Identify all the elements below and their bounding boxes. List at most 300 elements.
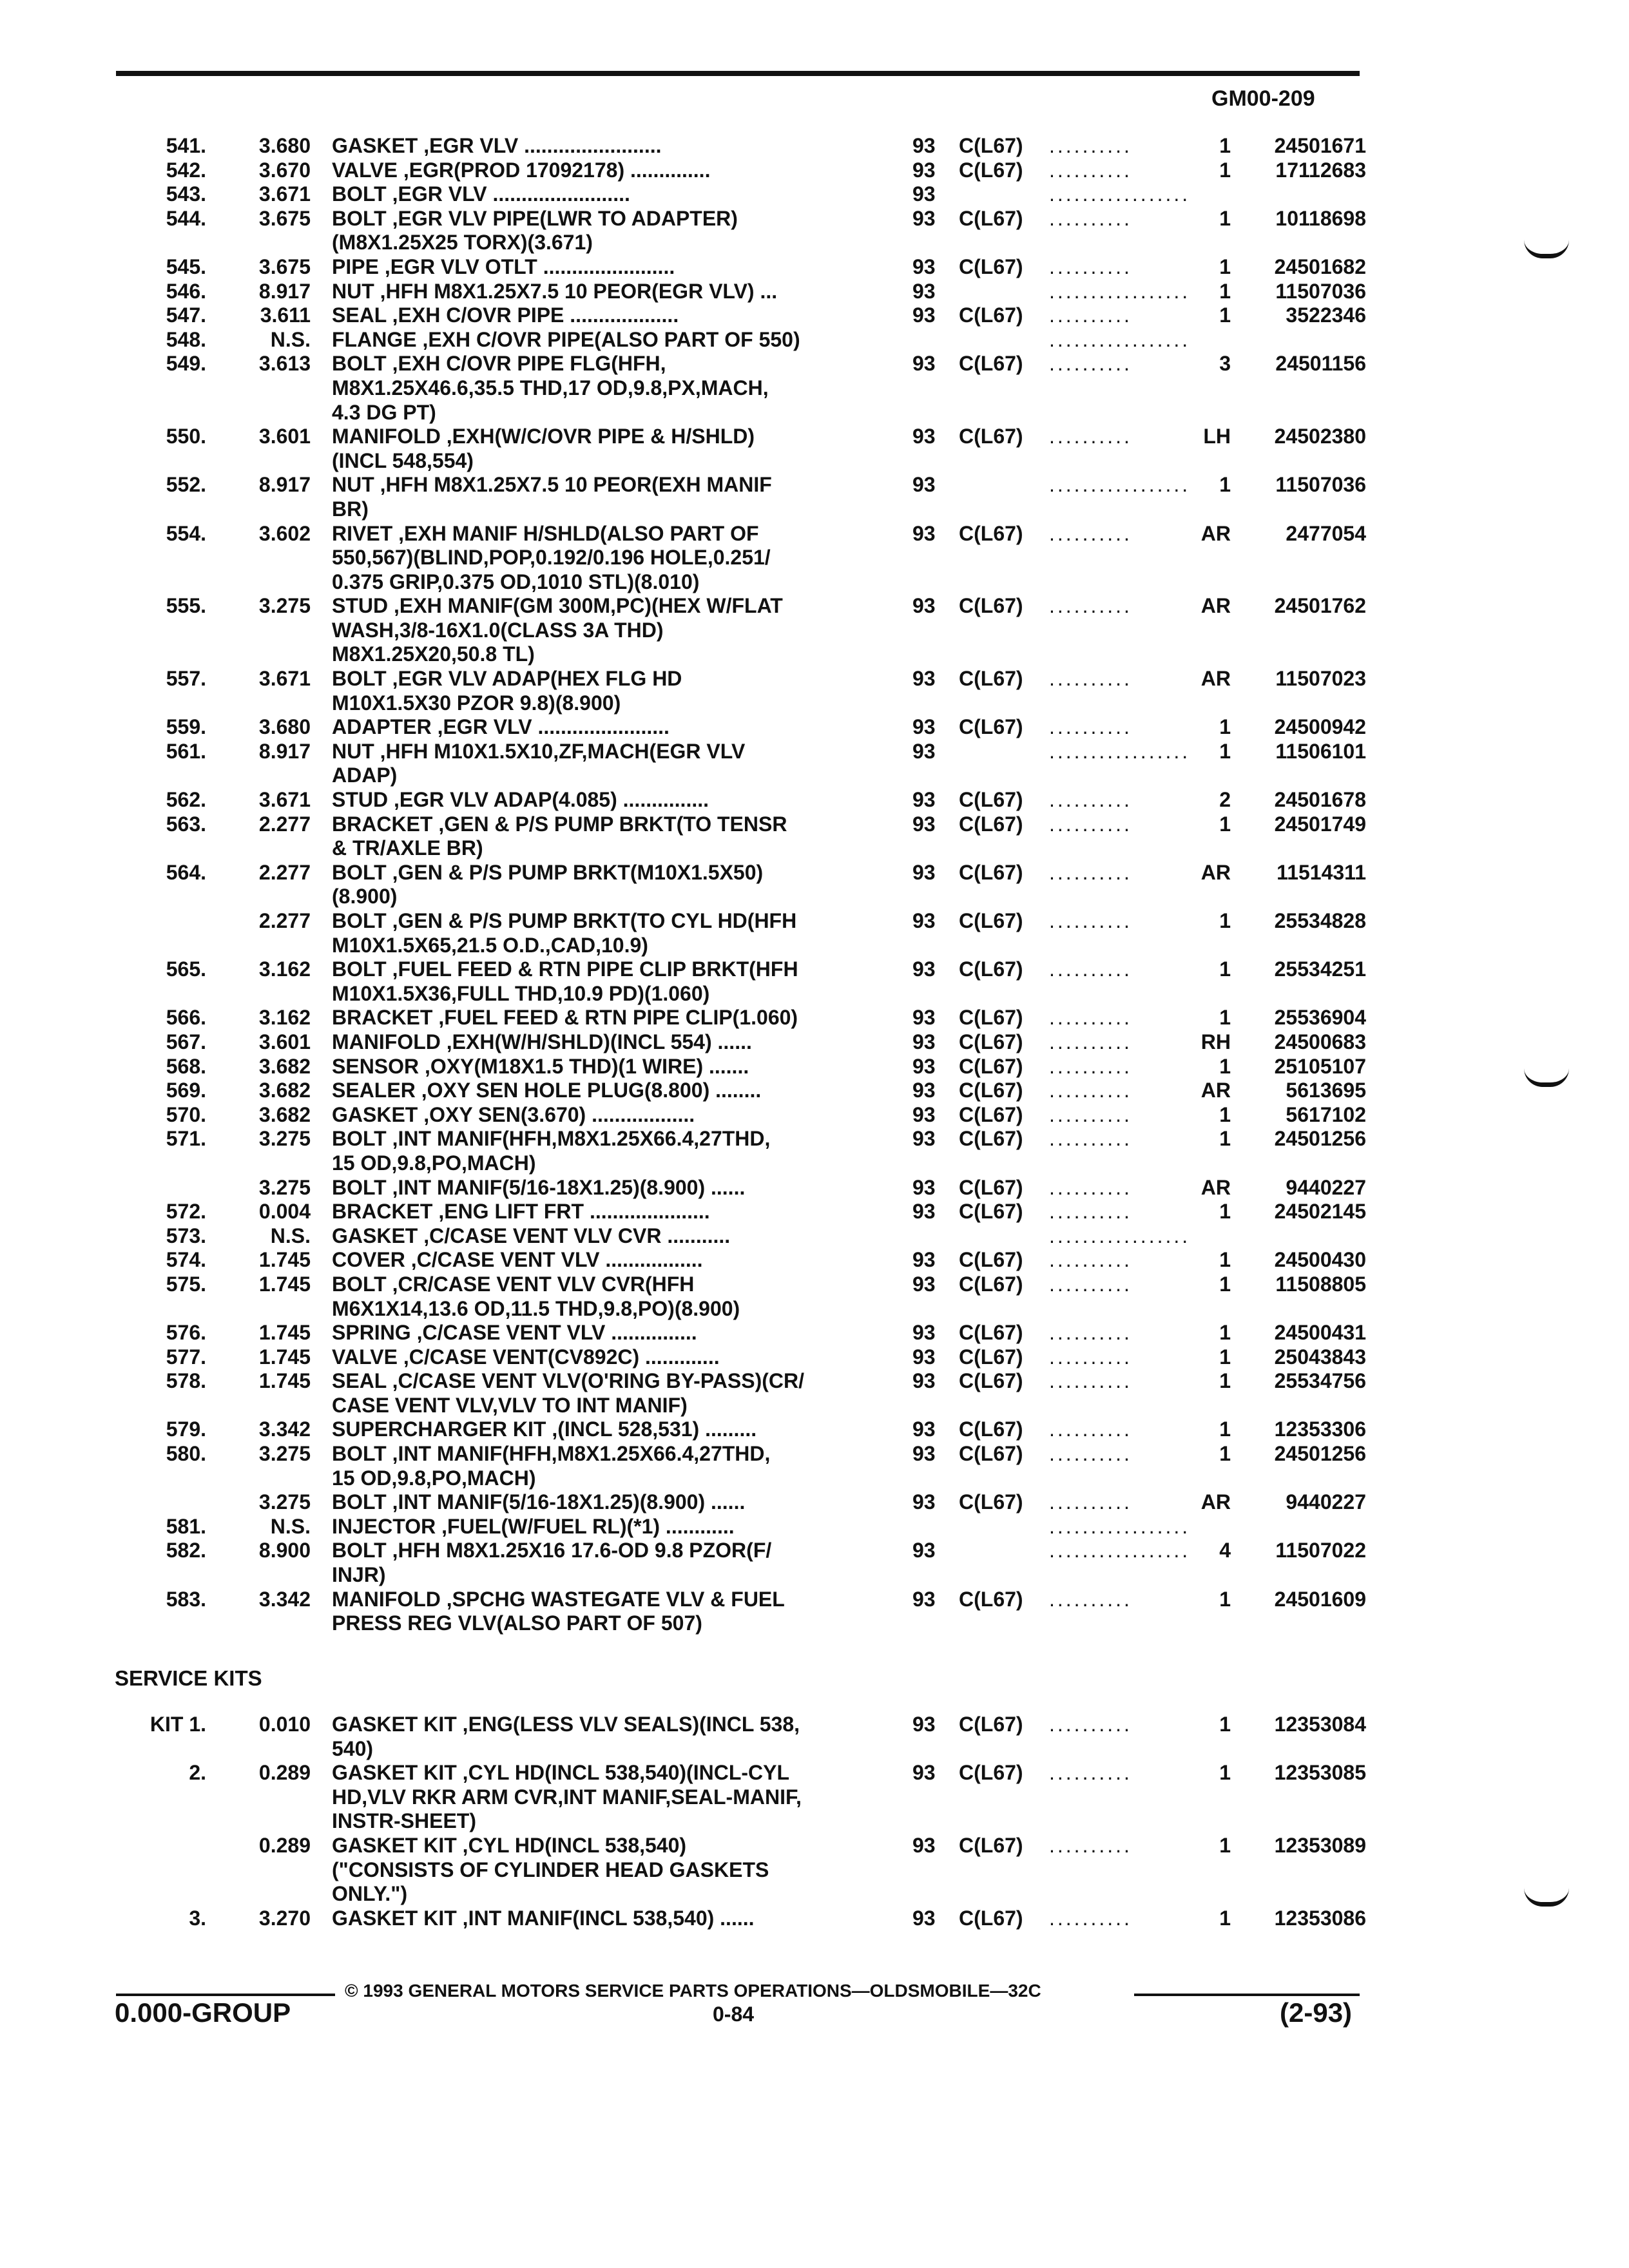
leader-dots: .......... <box>1049 1418 1132 1441</box>
part-description: GASKET KIT ,ENG(LESS VLV SEALS)(INCL 538, <box>332 1713 800 1736</box>
model-code: C(L67) <box>959 303 1023 327</box>
model-year: 93 <box>912 594 936 618</box>
page-number: 0-84 <box>713 2003 755 2026</box>
leader-dots: .......... <box>1049 1761 1132 1785</box>
model-code: C(L67) <box>959 1321 1023 1345</box>
leader-dots: .......... <box>1049 1248 1132 1272</box>
group-number: 3.275 <box>258 1490 311 1514</box>
table-row <box>110 1248 1373 1273</box>
part-description: M10X1.5X30 PZOR 9.8)(8.900) <box>332 691 621 715</box>
part-number: 11507036 <box>1275 279 1366 303</box>
model-year: 93 <box>912 667 936 691</box>
quantity: 1 <box>1219 1418 1231 1441</box>
table-row <box>110 1321 1373 1345</box>
part-description: 4.3 DG PT) <box>332 400 436 424</box>
model-code: C(L67) <box>959 521 1023 545</box>
group-number: 2.277 <box>258 909 311 932</box>
table-row <box>110 159 1373 183</box>
table-row <box>110 473 1373 497</box>
leader-dots: .......... <box>1049 715 1132 739</box>
group-number: 3.275 <box>258 1127 311 1151</box>
table-row <box>110 280 1373 304</box>
model-code: C(L67) <box>959 1761 1023 1785</box>
group-number: 3.342 <box>258 1587 311 1611</box>
group-number: 1.745 <box>258 1248 311 1272</box>
quantity: 1 <box>1219 1906 1231 1930</box>
group-number: 3.613 <box>258 352 311 376</box>
model-year: 93 <box>912 1272 936 1296</box>
part-number: 12353089 <box>1274 1833 1366 1857</box>
quantity: LH <box>1203 425 1231 448</box>
leader-dots: .......... <box>1049 255 1132 278</box>
item-number: 569. <box>166 1079 206 1102</box>
model-code: C(L67) <box>959 1906 1023 1930</box>
table-row <box>110 1151 1373 1176</box>
item-number: 578. <box>166 1369 206 1393</box>
table-row <box>110 328 1373 352</box>
group-number: 2.277 <box>258 860 311 884</box>
model-code: C(L67) <box>959 1272 1023 1296</box>
model-year: 93 <box>912 1906 936 1930</box>
hole-punch-mark <box>1524 1068 1569 1087</box>
part-number: 24502145 <box>1274 1200 1366 1224</box>
table-row <box>110 642 1373 667</box>
quantity: 1 <box>1219 1248 1231 1272</box>
model-year: 93 <box>912 1321 936 1345</box>
part-description: HD,VLV RKR ARM CVR,INT MANIF,SEAL-MANIF, <box>332 1785 802 1809</box>
part-description: ONLY.") <box>332 1882 408 1906</box>
part-description: NUT ,HFH M10X1.5X10,ZF,MACH(EGR VLV <box>332 739 746 763</box>
model-year: 93 <box>912 1490 936 1514</box>
group-number: N.S. <box>270 1224 311 1247</box>
part-description: 0.375 GRIP,0.375 OD,1010 STL)(8.010) <box>332 570 700 593</box>
table-row <box>110 497 1373 522</box>
quantity: AR <box>1200 1175 1231 1199</box>
part-description: ADAPTER ,EGR VLV ....................... <box>332 715 670 739</box>
table-row <box>110 376 1373 401</box>
table-row <box>110 788 1373 812</box>
part-number: 11514311 <box>1277 860 1366 884</box>
table-row <box>110 619 1373 643</box>
part-number: 24502380 <box>1274 425 1366 448</box>
quantity: 1 <box>1219 909 1231 932</box>
part-description: BOLT ,GEN & P/S PUMP BRKT(M10X1.5X50) <box>332 860 764 884</box>
model-code: C(L67) <box>959 1054 1023 1078</box>
leader-dots: .......... <box>1049 158 1132 182</box>
part-description: BRACKET ,GEN & P/S PUMP BRKT(TO TENSR <box>332 812 787 836</box>
part-description: INSTR-SHEET) <box>332 1809 476 1833</box>
quantity: 1 <box>1219 1006 1231 1030</box>
leader-dots: .......... <box>1049 1321 1132 1345</box>
part-number: 24500683 <box>1274 1030 1366 1053</box>
model-year: 93 <box>912 1200 936 1224</box>
group-number: 3.162 <box>258 957 311 981</box>
model-code: C(L67) <box>959 715 1023 739</box>
leader-dots: .......... <box>1049 667 1132 691</box>
item-number: 566. <box>166 1006 206 1030</box>
leader-dots: .......... <box>1049 425 1132 448</box>
table-row <box>110 1834 1373 1858</box>
model-year: 93 <box>912 909 936 932</box>
table-row <box>110 570 1373 595</box>
part-description: STUD ,EXH MANIF(GM 300M,PC)(HEX W/FLAT <box>332 594 783 618</box>
item-number: 567. <box>166 1030 206 1053</box>
part-description: 15 OD,9.8,PO,MACH) <box>332 1466 536 1490</box>
top-rule <box>116 71 1360 76</box>
model-code: C(L67) <box>959 594 1023 618</box>
part-number: 25534828 <box>1274 909 1366 932</box>
part-description: GASKET ,EGR VLV ........................ <box>332 134 662 157</box>
leader-dots: .......... <box>1049 1200 1132 1224</box>
model-year: 93 <box>912 739 936 763</box>
table-row <box>110 1809 1373 1834</box>
quantity: 1 <box>1219 1321 1231 1345</box>
model-year: 93 <box>912 473 936 497</box>
model-code: C(L67) <box>959 1345 1023 1369</box>
group-number: 3.671 <box>258 788 311 812</box>
leader-dots: ................. <box>1049 182 1191 206</box>
leader-dots: .......... <box>1049 1713 1132 1736</box>
group-number: 8.917 <box>258 279 311 303</box>
footer-rule-left <box>116 1994 335 1996</box>
model-year: 93 <box>912 425 936 448</box>
model-code: C(L67) <box>959 1127 1023 1151</box>
quantity: AR <box>1200 594 1231 618</box>
group-number: 0.289 <box>258 1761 311 1785</box>
table-row <box>110 1539 1373 1563</box>
table-row <box>110 1611 1373 1636</box>
item-number: 562. <box>166 788 206 812</box>
table-row <box>110 691 1373 716</box>
part-description: & TR/AXLE BR) <box>332 836 483 860</box>
model-code: C(L67) <box>959 1369 1023 1393</box>
part-number: 11507036 <box>1275 473 1366 497</box>
group-number: 3.682 <box>258 1054 311 1078</box>
table-row <box>110 1224 1373 1249</box>
part-description: BOLT ,INT MANIF(HFH,M8X1.25X66.4,27THD, <box>332 1127 771 1151</box>
model-code: C(L67) <box>959 1248 1023 1272</box>
item-number: 581. <box>166 1514 206 1538</box>
item-number: 582. <box>166 1539 206 1562</box>
copyright-notice: © 1993 GENERAL MOTORS SERVICE PARTS OPERATIONS—OLDSMOBILE—32C <box>345 1981 1041 2001</box>
model-year: 93 <box>912 1102 936 1126</box>
item-number: 555. <box>166 594 206 618</box>
leader-dots: ................. <box>1049 473 1191 497</box>
model-year: 93 <box>912 1079 936 1102</box>
model-year: 93 <box>912 1030 936 1053</box>
table-row <box>110 1297 1373 1321</box>
item-number: 575. <box>166 1272 206 1296</box>
item-number: 548. <box>166 327 206 351</box>
table-row <box>110 1273 1373 1297</box>
item-number: 565. <box>166 957 206 981</box>
part-number: 24501762 <box>1274 594 1366 618</box>
model-code: C(L67) <box>959 812 1023 836</box>
item-number: 545. <box>166 255 206 278</box>
item-number: 570. <box>166 1102 206 1126</box>
model-year: 93 <box>912 158 936 182</box>
parts-table <box>110 134 1373 1636</box>
part-description: MANIFOLD ,EXH(W/H/SHLD)(INCL 554) ...... <box>332 1030 752 1053</box>
part-description: MANIFOLD ,EXH(W/C/OVR PIPE & H/SHLD) <box>332 425 755 448</box>
quantity: AR <box>1200 1079 1231 1102</box>
service-kits-table <box>110 1713 1373 1930</box>
group-number: 8.917 <box>258 473 311 497</box>
item-number: 583. <box>166 1587 206 1611</box>
quantity: 1 <box>1219 1442 1231 1466</box>
leader-dots: .......... <box>1049 1442 1132 1466</box>
part-description: RIVET ,EXH MANIF H/SHLD(ALSO PART OF <box>332 521 759 545</box>
model-year: 93 <box>912 1761 936 1785</box>
part-number: 24501678 <box>1274 788 1366 812</box>
part-description: 540) <box>332 1736 374 1760</box>
quantity: 1 <box>1219 158 1231 182</box>
part-number: 24501156 <box>1275 352 1366 376</box>
table-row <box>110 1200 1373 1224</box>
model-code: C(L67) <box>959 1833 1023 1857</box>
model-code: C(L67) <box>959 1175 1023 1199</box>
item-number: 554. <box>166 521 206 545</box>
model-code: C(L67) <box>959 255 1023 278</box>
group-number: 0.004 <box>258 1200 311 1224</box>
group-number: 3.671 <box>258 667 311 691</box>
leader-dots: .......... <box>1049 1587 1132 1611</box>
item-number: 550. <box>166 425 206 448</box>
part-description: NUT ,HFH M8X1.25X7.5 10 PEOR(EXH MANIF <box>332 473 772 497</box>
quantity: 1 <box>1219 279 1231 303</box>
leader-dots: ................. <box>1049 739 1191 763</box>
model-year: 93 <box>912 1539 936 1562</box>
part-number: 11508805 <box>1275 1272 1366 1296</box>
leader-dots: .......... <box>1049 206 1132 230</box>
table-row <box>110 255 1373 280</box>
quantity: AR <box>1200 667 1231 691</box>
item-number: 579. <box>166 1418 206 1441</box>
group-number: N.S. <box>270 327 311 351</box>
item-number: 2. <box>189 1761 206 1785</box>
group-number: 1.745 <box>258 1321 311 1345</box>
table-row <box>110 982 1373 1006</box>
quantity: 1 <box>1219 957 1231 981</box>
part-description: SUPERCHARGER KIT ,(INCL 528,531) ......... <box>332 1418 757 1441</box>
part-description: SEAL ,C/CASE VENT VLV(O'RING BY-PASS)(CR/ <box>332 1369 805 1393</box>
table-row <box>110 425 1373 449</box>
model-code: C(L67) <box>959 1006 1023 1030</box>
item-number: 557. <box>166 667 206 691</box>
part-number: 24501256 <box>1274 1442 1366 1466</box>
part-number: 25105107 <box>1274 1054 1366 1078</box>
quantity: 1 <box>1219 1127 1231 1151</box>
part-description: SEALER ,OXY SEN HOLE PLUG(8.800) ........ <box>332 1079 762 1102</box>
item-number: 544. <box>166 206 206 230</box>
table-row <box>110 1394 1373 1418</box>
part-description: NUT ,HFH M8X1.25X7.5 10 PEOR(EGR VLV) ... <box>332 279 778 303</box>
hole-punch-mark <box>1524 1888 1569 1907</box>
group-number: N.S. <box>270 1514 311 1538</box>
leader-dots: .......... <box>1049 1272 1132 1296</box>
part-description: BRACKET ,ENG LIFT FRT ..................... <box>332 1200 710 1224</box>
part-description: FLANGE ,EXH C/OVR PIPE(ALSO PART OF 550) <box>332 327 800 351</box>
part-description: BOLT ,CR/CASE VENT VLV CVR(HFH <box>332 1272 695 1296</box>
part-number: 24501682 <box>1274 255 1366 278</box>
quantity: 4 <box>1219 1539 1231 1562</box>
quantity: 1 <box>1219 1200 1231 1224</box>
table-row <box>110 401 1373 425</box>
item-number: 541. <box>166 134 206 157</box>
part-number: 12353086 <box>1274 1906 1366 1930</box>
group-number: 3.602 <box>258 521 311 545</box>
part-description: VALVE ,C/CASE VENT(CV892C) ............. <box>332 1345 720 1369</box>
part-description: M6X1X14,13.6 OD,11.5 THD,9.8,PO)(8.900) <box>332 1296 740 1320</box>
part-description: M8X1.25X46.6,35.5 THD,17 OD,9.8,PX,MACH, <box>332 376 769 399</box>
table-row <box>110 1785 1373 1810</box>
leader-dots: .......... <box>1049 860 1132 884</box>
part-description: PRESS REG VLV(ALSO PART OF 507) <box>332 1611 702 1635</box>
part-number: 24501256 <box>1274 1127 1366 1151</box>
part-description: (INCL 548,554) <box>332 448 474 472</box>
item-number: 546. <box>166 279 206 303</box>
quantity: 1 <box>1219 473 1231 497</box>
leader-dots: .......... <box>1049 521 1132 545</box>
table-row <box>110 1030 1373 1055</box>
leader-dots: .......... <box>1049 352 1132 376</box>
part-description: BOLT ,INT MANIF(HFH,M8X1.25X66.4,27THD, <box>332 1442 771 1466</box>
part-description: SPRING ,C/CASE VENT VLV ............... <box>332 1321 697 1345</box>
group-number: 3.275 <box>258 594 311 618</box>
part-number: 5613695 <box>1286 1079 1366 1102</box>
model-year: 93 <box>912 957 936 981</box>
item-number: 563. <box>166 812 206 836</box>
group-number: 3.275 <box>258 1442 311 1466</box>
group-number: 3.342 <box>258 1418 311 1441</box>
item-number: 559. <box>166 715 206 739</box>
table-row <box>110 1882 1373 1907</box>
model-year: 93 <box>912 134 936 157</box>
quantity: 1 <box>1219 812 1231 836</box>
part-description: GASKET KIT ,INT MANIF(INCL 538,540) ...... <box>332 1906 755 1930</box>
table-row <box>110 1127 1373 1151</box>
part-number: 12353306 <box>1274 1418 1366 1441</box>
part-number: 11507023 <box>1275 667 1366 691</box>
item-number: 574. <box>166 1248 206 1272</box>
quantity: AR <box>1200 521 1231 545</box>
part-description: 550,567)(BLIND,POP,0.192/0.196 HOLE,0.251/ <box>332 546 771 570</box>
service-kits-title: SERVICE KITS <box>115 1666 262 1690</box>
model-year: 93 <box>912 182 936 206</box>
leader-dots: ................. <box>1049 279 1191 303</box>
table-row <box>110 740 1373 764</box>
model-code: C(L67) <box>959 1079 1023 1102</box>
part-description: PIPE ,EGR VLV OTLT ....................... <box>332 255 675 278</box>
model-code: C(L67) <box>959 206 1023 230</box>
item-number: 561. <box>166 739 206 763</box>
model-year: 93 <box>912 1345 936 1369</box>
leader-dots: .......... <box>1049 594 1132 618</box>
group-number: 3.680 <box>258 715 311 739</box>
model-code: C(L67) <box>959 1442 1023 1466</box>
part-description: M10X1.5X36,FULL THD,10.9 PD)(1.060) <box>332 981 710 1005</box>
part-description: BOLT ,EXH C/OVR PIPE FLG(HFH, <box>332 352 666 376</box>
part-description: BOLT ,EGR VLV ADAP(HEX FLG HD <box>332 667 682 691</box>
group-number: 0.289 <box>258 1833 311 1857</box>
quantity: AR <box>1200 860 1231 884</box>
model-code: C(L67) <box>959 134 1023 157</box>
part-description: ADAP) <box>332 764 398 787</box>
table-row <box>110 861 1373 885</box>
model-code: C(L67) <box>959 1102 1023 1126</box>
table-row <box>110 1858 1373 1883</box>
model-code: C(L67) <box>959 1713 1023 1736</box>
table-row <box>110 231 1373 255</box>
quantity: AR <box>1200 1490 1231 1514</box>
table-row <box>110 1490 1373 1515</box>
table-row <box>110 1176 1373 1200</box>
item-number: 577. <box>166 1345 206 1369</box>
table-row <box>110 1369 1373 1394</box>
part-number: 10118698 <box>1275 206 1366 230</box>
table-row <box>110 667 1373 691</box>
model-year: 93 <box>912 1833 936 1857</box>
leader-dots: ................. <box>1049 1224 1191 1247</box>
part-number: 17112683 <box>1275 158 1366 182</box>
model-year: 93 <box>912 206 936 230</box>
group-number: 3.275 <box>258 1175 311 1199</box>
model-year: 93 <box>912 279 936 303</box>
item-number: 549. <box>166 352 206 376</box>
quantity: 1 <box>1219 1761 1231 1785</box>
table-row <box>110 1761 1373 1785</box>
footer-rule-right <box>1134 1994 1360 1996</box>
model-code: C(L67) <box>959 957 1023 981</box>
part-description: SENSOR ,OXY(M18X1.5 THD)(1 WIRE) ....... <box>332 1054 749 1078</box>
table-row <box>110 303 1373 328</box>
group-number: 3.682 <box>258 1079 311 1102</box>
model-code: C(L67) <box>959 1200 1023 1224</box>
group-number: 3.675 <box>258 255 311 278</box>
table-row <box>110 836 1373 861</box>
group-number: 3.601 <box>258 1030 311 1053</box>
model-year: 93 <box>912 1127 936 1151</box>
item-number: 552. <box>166 473 206 497</box>
group-number: 3.611 <box>260 303 311 327</box>
part-description: BR) <box>332 497 369 521</box>
model-code: C(L67) <box>959 1030 1023 1053</box>
group-number: 3.682 <box>258 1102 311 1126</box>
part-number: 5617102 <box>1286 1102 1366 1126</box>
model-year: 93 <box>912 1248 936 1272</box>
group-number: 3.680 <box>258 134 311 157</box>
part-description: MANIFOLD ,SPCHG WASTEGATE VLV & FUEL <box>332 1587 785 1611</box>
part-number: 24500431 <box>1274 1321 1366 1345</box>
part-number: 25536904 <box>1274 1006 1366 1030</box>
part-number: 11507022 <box>1275 1539 1366 1562</box>
part-description: STUD ,EGR VLV ADAP(4.085) ............... <box>332 788 709 812</box>
quantity: 1 <box>1219 1587 1231 1611</box>
item-number: 3. <box>189 1906 206 1930</box>
table-row <box>110 1737 1373 1762</box>
model-code: C(L67) <box>959 158 1023 182</box>
item-number: KIT 1. <box>149 1713 206 1736</box>
group-number: 1.745 <box>258 1369 311 1393</box>
item-number: 547. <box>166 303 206 327</box>
quantity: 2 <box>1219 788 1231 812</box>
part-description: COVER ,C/CASE VENT VLV ................. <box>332 1248 703 1272</box>
part-number: 9440227 <box>1286 1490 1366 1514</box>
part-description: BOLT ,FUEL FEED & RTN PIPE CLIP BRKT(HFH <box>332 957 798 981</box>
model-code: C(L67) <box>959 788 1023 812</box>
item-number: 568. <box>166 1054 206 1078</box>
group-number: 2.277 <box>258 812 311 836</box>
